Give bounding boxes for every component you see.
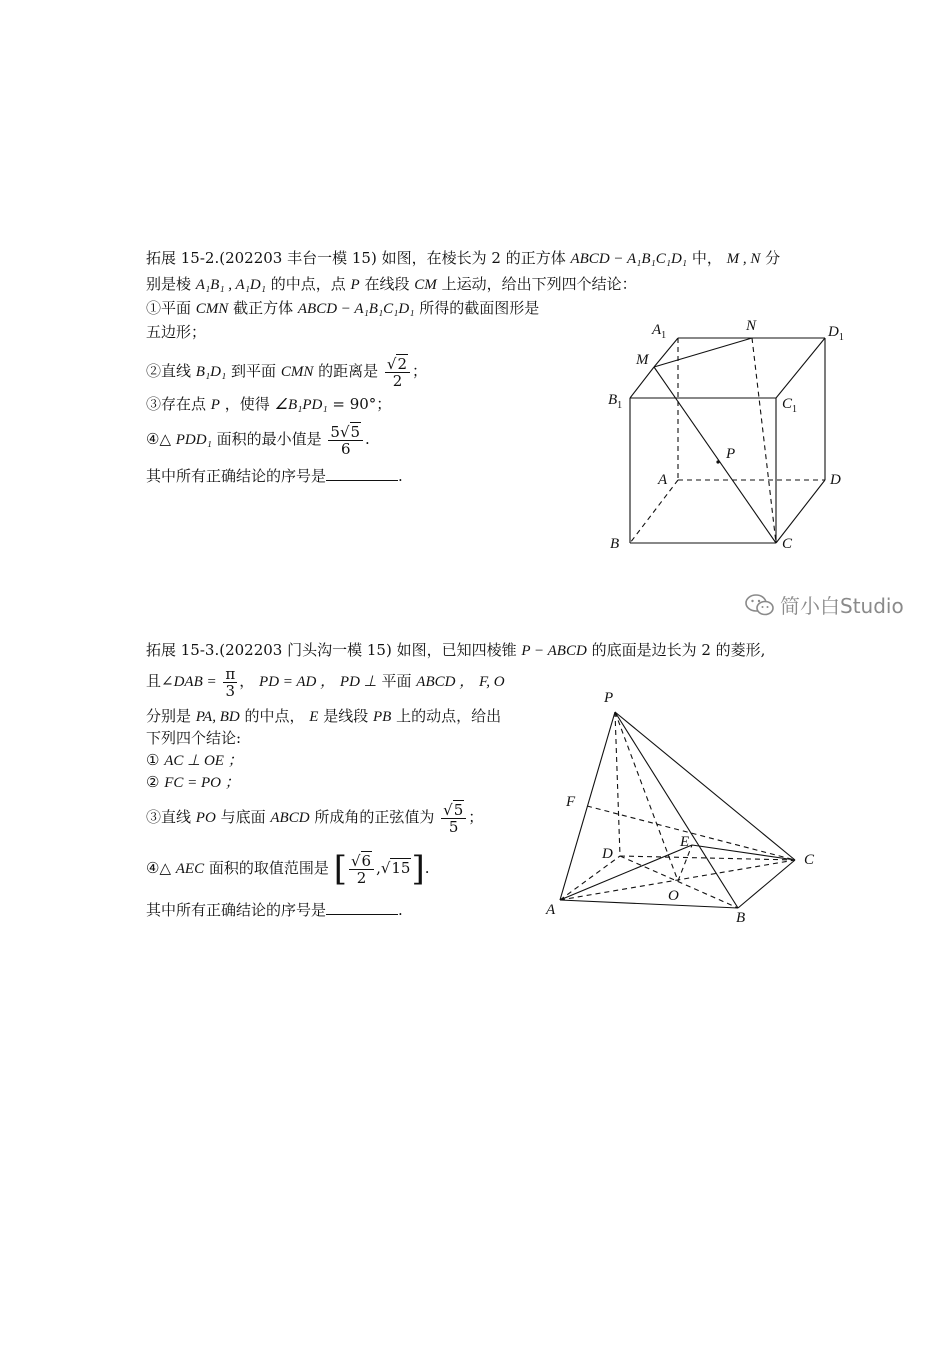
problem2-conclusion-4: ④△ AEC 面积的取值范围是 [ $\frac{√6}{2}$ ,√15].: [146, 849, 430, 889]
edge-B-C: [738, 860, 795, 908]
point-P: [716, 460, 719, 463]
label-B: B: [610, 536, 620, 552]
diagonal-B-D: [620, 856, 738, 908]
answer-blank-2: [326, 900, 398, 915]
label-P: P: [604, 690, 614, 706]
problem2-conclusion-2: ② FC = PO ；: [146, 773, 240, 791]
fraction-pi-over-3: $\frac{\pi}{3}$: [225, 664, 236, 700]
problem2-header: 拓展 15-3.(202203 门头沟一模 15): [146, 641, 392, 659]
edge-D1-C1: [776, 338, 825, 398]
problem1-question: 其中所有正确结论的序号是 .: [146, 467, 403, 485]
problem2-line1: 拓展 15-3.(202203 门头沟一模 15) 如图，已知四棱锥 P − ABCD 的底面是边长为 2 的菱形,: [146, 641, 766, 659]
problem2-line3: 分别是 PA, BD 的中点， E 是线段 PB 上的动点，给出: [146, 707, 502, 725]
fraction-sqrt2-over-2: $\frac{√2}{2}$: [385, 356, 410, 389]
segment-M-N: [654, 338, 752, 367]
label-A1: $A_1$: [652, 322, 667, 341]
problem1-conclusion-4: ④△ PDD₁ 面积的最小值是 $\frac{5√5}{6}$ .: [146, 422, 370, 458]
label-F: F: [566, 794, 576, 810]
edge-D-C: [776, 480, 825, 543]
problem2-conclusion-3: ③直线 PO 与底面 ABCD 所成角的正弦值为 $\frac{√5}{5}$ ；: [146, 800, 484, 836]
label-E: E: [680, 834, 690, 850]
edge-A1-M: [654, 338, 678, 367]
problem1-conclusion-3: ③存在点 P ，使得 ∠B₁PD₁ = 90°；: [146, 395, 392, 413]
label-D1: $D_1$: [828, 324, 844, 343]
label-C: C: [804, 852, 815, 868]
problem1-line1: 拓展 15-2.(202203 丰台一模 15) 如图，在棱长为 2 的正方体 ABCD − A₁B₁C₁D₁ 中， M , N 分: [146, 249, 781, 267]
problem1-conclusion-1: ①平面 CMN 截正方体 ABCD − A₁B₁C₁D₁ 所得的截面图形是: [146, 299, 540, 317]
cube-figure: [600, 310, 860, 560]
label-B: B: [736, 910, 746, 926]
edge-A-B: [630, 480, 678, 543]
edge-A-D: [560, 856, 620, 900]
edge-P-B: [615, 712, 738, 908]
edge-A-B: [560, 900, 738, 908]
fraction-sqrt5-over-5: $\frac{√5}{5}$: [441, 802, 466, 835]
problem2-line4: 下列四个结论:: [146, 729, 242, 747]
label-D: D: [602, 846, 613, 862]
problem1-header: 拓展 15-2.(202203 丰台一模 15): [146, 249, 377, 267]
answer-blank: [326, 466, 398, 481]
label-C1: $C_1$: [782, 396, 798, 415]
label-A: A: [546, 902, 556, 918]
label-N: N: [746, 318, 757, 334]
wechat-icon: [744, 592, 776, 618]
watermark-text: 简小白Studio: [780, 594, 904, 618]
problem2-question: 其中所有正确结论的序号是 .: [146, 901, 403, 919]
edge-P-D: [615, 712, 620, 856]
segment-N-C: [752, 338, 776, 543]
label-A: A: [658, 472, 668, 488]
edge-P-C: [615, 712, 795, 860]
segment-C-M: [654, 367, 776, 543]
problem2-conclusion-1: ① AC ⊥ OE ；: [146, 751, 243, 769]
label-B1: $B_1$: [608, 392, 623, 411]
pyramid-figure: [540, 680, 840, 930]
label-M: M: [636, 352, 649, 368]
label-O: O: [668, 888, 679, 904]
problem1-conclusion-2: ②直线 B₁D₁ 到平面 CMN 的距离是 $\frac{√2}{2}$ ；: [146, 354, 428, 390]
fraction-sqrt6-over-2: $\frac{√6}{2}$: [349, 853, 374, 886]
problem2-line2: 且∠DAB = $\frac{\pi}{3}$ ， PD = AD ， PD ⊥ 平面 ABCD ， F, O: [146, 664, 505, 700]
label-C: C: [782, 536, 793, 552]
label-P: P: [726, 446, 736, 462]
label-D: D: [830, 472, 841, 488]
problem1-conclusion-1-cont: 五边形；: [146, 323, 207, 341]
fraction-5sqrt5-over-6: $\frac{5√5}{6}$: [328, 424, 363, 457]
edge-M-B1: [630, 367, 654, 398]
problem1-line2: 别是棱 A₁B₁ , A₁D₁ 的中点，点 P 在线段 CM 上运动，给出下列四个结论：: [146, 275, 637, 293]
